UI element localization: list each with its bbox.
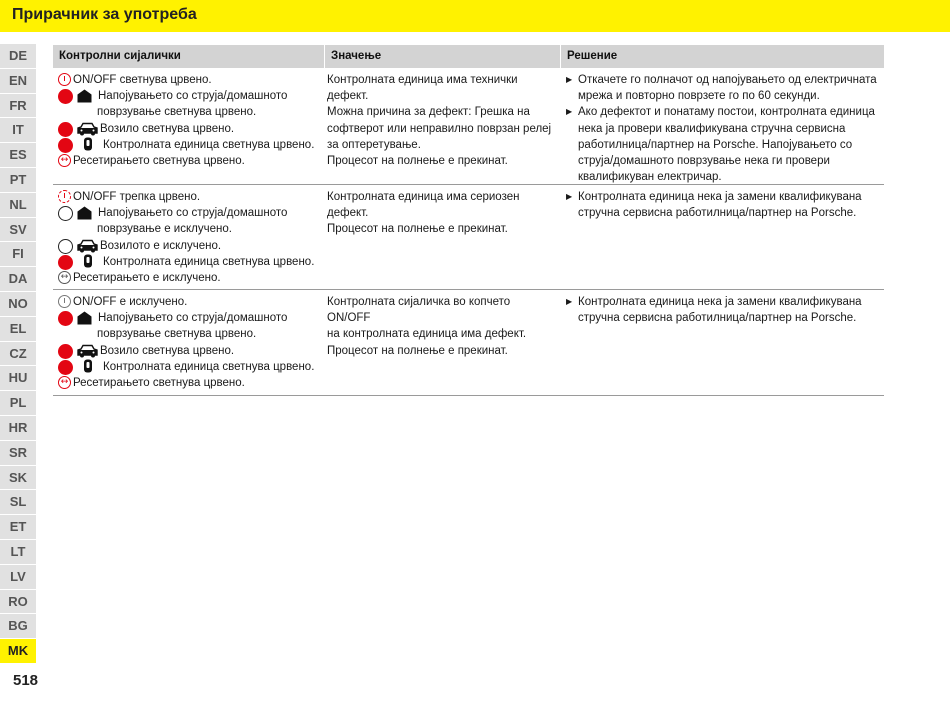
- indicators-cell: [53, 290, 324, 395]
- car-icon: [77, 122, 98, 136]
- lang-tab-no[interactable]: NO: [0, 292, 36, 316]
- solution-text: квалификуван електричар.: [578, 171, 722, 184]
- meaning-text: Процесот на полнење е прекинат.: [327, 344, 508, 357]
- solution-text: нека ја провери квалификувана стручна сервисна: [578, 122, 846, 135]
- indicator-text: ON/OFF трепка црвено.: [73, 191, 201, 203]
- red-light-icon: [58, 311, 73, 326]
- solution-text: Контролната единица нека ја замени квалификувана: [578, 191, 862, 203]
- indicator-text: Возилото е исклучено.: [100, 239, 222, 252]
- solution-text: мрежа и повторно поврзете го по 60 секунди.: [578, 90, 820, 103]
- light-off-icon: [58, 206, 73, 221]
- lang-tab-en[interactable]: EN: [0, 69, 36, 93]
- header-meaning: Значење: [324, 45, 560, 68]
- house-icon: [77, 311, 92, 325]
- solution-text: Ако дефектот и понатаму постои, контролната единица: [578, 106, 875, 119]
- table-row: [53, 290, 884, 396]
- lang-tab-sr[interactable]: SR: [0, 441, 36, 465]
- reset-icon: [58, 271, 71, 284]
- solution-text: струја/домашното поврзување нека ги провери: [578, 155, 830, 168]
- solution-cell: [560, 68, 884, 184]
- header-solution: Решение: [560, 45, 884, 68]
- table-row: [53, 185, 884, 290]
- lang-tab-hr[interactable]: HR: [0, 416, 36, 440]
- solution-text: стручна сервисна работилница/партнер на Porsche.: [578, 207, 857, 220]
- power-icon: [58, 73, 71, 86]
- lang-tab-fi[interactable]: FI: [0, 242, 36, 266]
- lang-tab-el[interactable]: EL: [0, 317, 36, 341]
- indicator-text: ON/OFF светнува црвено.: [73, 74, 212, 86]
- lang-tab-fr[interactable]: FR: [0, 94, 36, 118]
- meaning-text: Процесот на полнење е прекинат.: [327, 223, 508, 236]
- meaning-text: за оптеретување.: [327, 138, 421, 151]
- lang-tab-sl[interactable]: SL: [0, 490, 36, 514]
- header-bar: [0, 0, 950, 32]
- meaning-cell: [324, 185, 560, 289]
- page-number: 518: [13, 672, 39, 689]
- bullet-arrow-icon: ▶: [566, 192, 573, 201]
- meaning-cell: [324, 68, 560, 184]
- meaning-text: софтверот или неправилно поврзан релеј: [327, 122, 552, 135]
- lang-tab-da[interactable]: DA: [0, 267, 36, 291]
- language-nav: [0, 44, 36, 664]
- meaning-text: Процесот на полнење е прекинат.: [327, 155, 508, 168]
- table-row: [53, 68, 884, 185]
- house-icon: [77, 206, 92, 220]
- meaning-text: дефект.: [327, 90, 369, 103]
- bullet-arrow-icon: ▶: [566, 75, 573, 84]
- meaning-text: на контролната единица има дефект.: [327, 328, 527, 341]
- indicator-text: поврзување светнува црвено.: [97, 328, 257, 341]
- house-icon: [77, 89, 92, 103]
- indicator-text: Ресетирањето е исклучено.: [73, 272, 221, 285]
- lang-tab-mk[interactable]: MK: [0, 639, 36, 663]
- lang-tab-pt[interactable]: PT: [0, 168, 36, 192]
- lang-tab-cz[interactable]: CZ: [0, 342, 36, 366]
- red-light-icon: [58, 138, 73, 153]
- car-icon: [77, 344, 98, 358]
- meaning-cell: [324, 290, 560, 395]
- red-light-icon: [58, 122, 73, 137]
- header-indicators: Контролни сијалички: [59, 50, 181, 62]
- solution-text: Откачете го полначот од напојувањето од електричната: [578, 74, 877, 86]
- indicator-text: Возило светнува црвено.: [100, 344, 235, 357]
- solution-cell: [560, 185, 884, 289]
- solution-text: Контролната единица нека ја замени квалификувана: [578, 296, 862, 308]
- indicators-cell: [53, 185, 324, 289]
- lang-tab-it[interactable]: IT: [0, 118, 36, 142]
- indicator-text: ON/OFF е исклучено.: [73, 296, 188, 308]
- meaning-text: Контролната сијаличка во копчето ON/OFF: [327, 296, 511, 325]
- control-unit-icon: [83, 359, 93, 373]
- lang-tab-hu[interactable]: HU: [0, 366, 36, 390]
- indicator-text: Контролната единица светнува црвено.: [103, 255, 315, 268]
- reset-icon: [58, 376, 71, 389]
- lang-tab-lv[interactable]: LV: [0, 565, 36, 589]
- page-title: Прирачник за употреба: [12, 6, 197, 23]
- meaning-text: Можна причина за дефект: Грешка на: [327, 106, 530, 119]
- control-unit-icon: [83, 137, 93, 151]
- indicator-text: Контролната единица светнува црвено.: [103, 138, 315, 151]
- red-light-icon: [58, 360, 73, 375]
- lang-tab-es[interactable]: ES: [0, 143, 36, 167]
- indicator-text: Напојувањето со струја/домашното: [98, 90, 288, 103]
- indicator-text: Напојувањето со струја/домашното: [98, 312, 288, 325]
- lang-tab-lt[interactable]: LT: [0, 540, 36, 564]
- indicator-text: Напојувањето со струја/домашното: [98, 207, 288, 220]
- indicator-text: Ресетирањето светнува црвено.: [73, 155, 245, 168]
- solution-text: стручна сервисна работилница/партнер на Porsche.: [578, 312, 857, 325]
- red-light-icon: [58, 89, 73, 104]
- lang-tab-pl[interactable]: PL: [0, 391, 36, 415]
- red-light-icon: [58, 344, 73, 359]
- lang-tab-et[interactable]: ET: [0, 515, 36, 539]
- indicator-table: [53, 45, 884, 396]
- solution-text: работилница/партнер на Porsche. Напојувањето со: [578, 138, 853, 151]
- meaning-text: дефект.: [327, 207, 369, 220]
- bullet-arrow-icon: ▶: [566, 107, 573, 117]
- reset-icon: [58, 154, 71, 167]
- control-unit-icon: [83, 254, 93, 268]
- indicator-text: Возило светнува црвено.: [100, 122, 235, 135]
- indicators-cell: [53, 68, 324, 184]
- lang-tab-de[interactable]: DE: [0, 44, 36, 68]
- lang-tab-sv[interactable]: SV: [0, 218, 36, 242]
- bullet-arrow-icon: ▶: [566, 297, 573, 306]
- indicator-text: Ресетирањето светнува црвено.: [73, 377, 245, 390]
- red-light-icon: [58, 255, 73, 270]
- lang-tab-nl[interactable]: NL: [0, 193, 36, 217]
- meaning-text: Контролната единица има технички: [327, 74, 518, 86]
- power-icon: [58, 190, 71, 203]
- indicator-text: поврзување светнува црвено.: [97, 106, 257, 119]
- light-off-icon: [58, 239, 73, 254]
- meaning-text: Контролната единица има сериозен: [327, 191, 520, 203]
- lang-tab-ro[interactable]: RO: [0, 590, 36, 614]
- indicator-text: Контролната единица светнува црвено.: [103, 360, 315, 373]
- power-icon: [58, 295, 71, 308]
- table-header: [53, 45, 884, 68]
- lang-tab-sk[interactable]: SK: [0, 466, 36, 490]
- solution-cell: [560, 290, 884, 395]
- indicator-text: поврзување е исклучено.: [97, 223, 232, 236]
- lang-tab-bg[interactable]: BG: [0, 614, 36, 638]
- car-icon: [77, 239, 98, 253]
